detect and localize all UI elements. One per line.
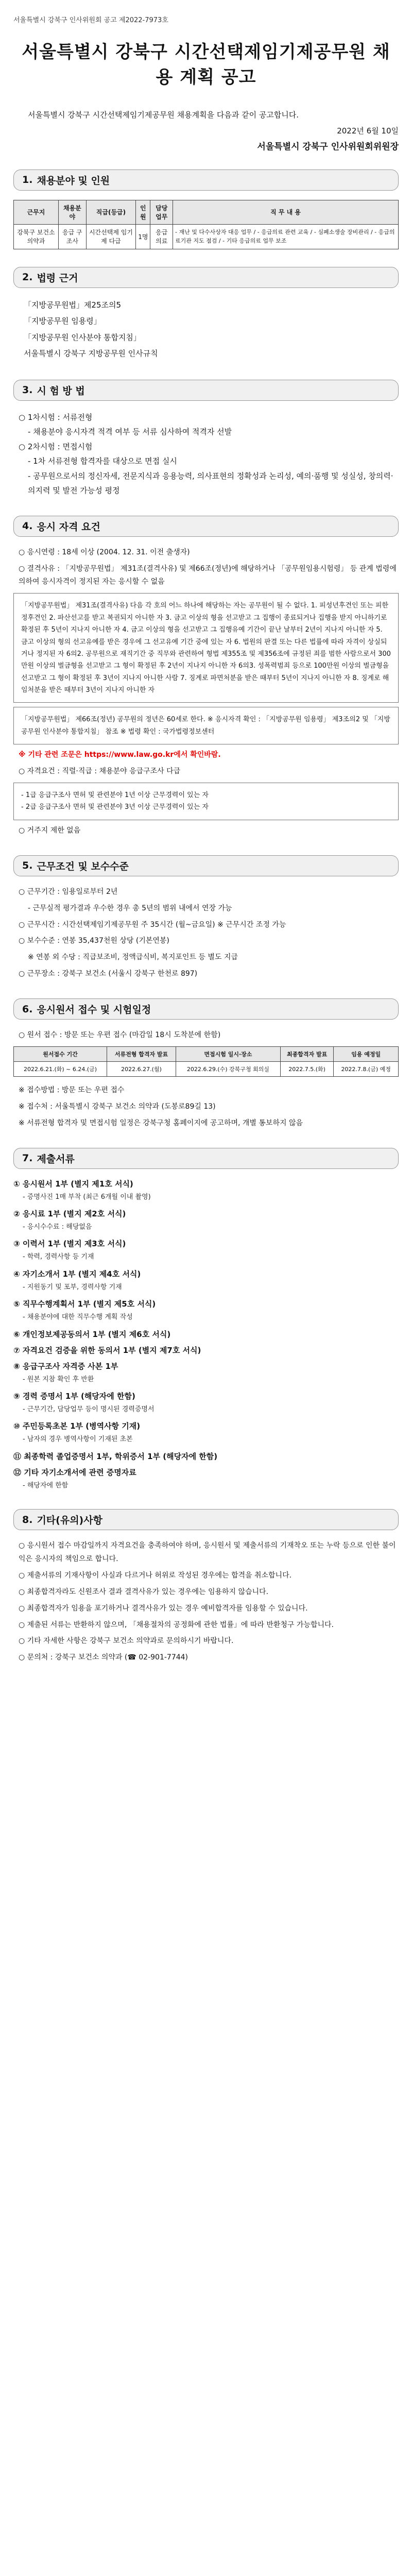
doc-item: ⑧ 응급구조사 자격증 사본 1부 (13, 1361, 118, 1371)
doc-item-detail: - 지원동기 및 포부, 경력사항 기재 (23, 1283, 122, 1291)
notice-date: 2022년 6월 10일 (337, 126, 399, 135)
law-item: 「지방공무원법」제25조의5 (24, 300, 122, 310)
doc-item: ① 응시원서 1부 (별지 제1호 서식) (13, 1179, 133, 1189)
section-1-heading (13, 170, 399, 191)
section-title: 기타(유의)사항 (37, 1515, 102, 1527)
cell-field: 응급 구조사 (58, 224, 86, 249)
sched-note: ○ 원서 접수 : 방문 또는 우편 접수 (마감일 18시 도착분에 한함) (19, 1031, 221, 1040)
doc-item: ⑥ 개인정보제공동의서 1부 (별지 제6호 서식) (13, 1329, 171, 1339)
doc-item-detail: - 증명사진 1매 부착 (최근 6개월 이내 촬영) (23, 1193, 151, 1201)
section-title: 근무조건 및 보수수준 (37, 860, 129, 872)
col-header: 직 무 내 용 (173, 200, 399, 224)
section-number: 2. (22, 272, 33, 283)
law-item: 서울특별시 강북구 지방공무원 인사규칙 (24, 349, 158, 359)
exam-step-detail: - 채용분야 응시자격 적격 여부 등 서류 심사하여 적격자 선발 (28, 427, 232, 437)
doc-item: ⑪ 최종학력 졸업증명서 1부, 학위증서 1부 (해당자에 한함) (13, 1451, 218, 1461)
schedule-table (13, 1046, 399, 1077)
work-item: ○ 근무기간 : 임용일로부터 2년 (19, 887, 118, 896)
exam-step: ○ 1차시험 : 서류전형 (19, 412, 93, 422)
law-box-text: 「지방공무원법」 제31조(결격사유) 다음 각 호의 어느 하나에 해당하는 자는 공무원이 될 수 없다. 1. 피성년후견인 또는 피한정후견인 2. 파산선고를 받고 복권되지 아니한 자 3. 금고 이상의 형을 선고받고 그 집행이 종료되거나 집행을 받지 아니하기로 확정된 후 5년이 지나지 아니한 자 4. 금고 이상의 형을 선고받고 그 집행유예 기간이 끝난 날부터 2년이 지나지 아니한 자 5. 금고 이상의 형의 선고유예를 받은 경우에 그 선고유예 기간 중에 있는 자 6. 법원의 판결 또는 다른 법률에 따라 자격이 상실되거나 정지된 자 6의2. 공무원으로 재직기간 중 직무와 관련하여 형법 제355조 및 제356조에 규정된 죄를 범한 사람으로서 300만원 이상의 벌금형을 선고받고 그 형이 확정된 후 2년이 지나지 아니한 자 6의3. 성폭력범죄 등으로 100만원 이상의 벌금형을 선고받고 그 형이 확정된 후 3년이 지나지 아니한 사람 7. 징계로 파면처분을 받은 때부터 5년이 지나지 아니한 자 8. 징계로 해임처분을 받은 때부터 3년이 지나지 아니한 자 (21, 602, 391, 694)
qual-item: ○ 응시연령 : 18세 이상 (2004. 12. 31. 이전 출생자) (19, 548, 190, 556)
cell-grade: 시간선택제 임기제 다급 (86, 224, 135, 249)
doc-item: ⑩ 주민등록초본 1부 (병역사항 기재) (13, 1421, 141, 1431)
law-site-note: ※ 기타 관련 조문은 https://www.law.go.kr에서 확인바람. (19, 751, 221, 759)
law-item: 「지방공무원 임용령」 (24, 316, 101, 326)
doc-item-detail: - 채용분야에 대한 직무수행 계획 작성 (23, 1313, 133, 1321)
table-cell: 2022.7.5.(화) (280, 1061, 333, 1076)
section-8-heading (13, 1509, 399, 1530)
sched-note: ※ 접수방법 : 방문 또는 우편 접수 (19, 1086, 125, 1094)
law-box (13, 593, 399, 703)
qual-item: ○ 결격사유 : 「지방공무원법」 제31조(결격사유) 및 제66조(정년)에 해당하거나 「공무원임용시험령」 등 관계 법령에 의하여 응시자격이 정지된 자는 응시할 수 없음 (19, 564, 397, 586)
etc-item: ○ 응시원서 접수 마감일까지 자격요건을 충족하여야 하며, 응시원서 및 제출서류의 기재착오 또는 누락 등으로 인한 불이익은 응시자의 책임으로 합니다. (19, 1541, 396, 1564)
doc-item-detail: - 원본 지참 확인 후 반환 (23, 1375, 94, 1383)
table-cell: 2022.6.29.(수) 강북구청 회의실 (176, 1061, 280, 1076)
qual-item: ○ 거주지 제한 없음 (19, 826, 81, 835)
page-title: 서울특별시 강북구 시간선택제임기제공무원 채용 계획 공고 (22, 42, 390, 88)
section-title: 제출서류 (37, 1153, 75, 1165)
cell-place: 강북구 보건소 의약과 (14, 224, 59, 249)
intro-text: 서울특별시 강북구 시간선택제임기제공무원 채용계획을 다음과 같이 공고합니다. (28, 110, 299, 120)
doc-item: ⑫ 기타 자기소개서에 관련 증명자료 (13, 1467, 136, 1477)
exam-step: ○ 2차시험 : 면접시험 (19, 442, 93, 451)
col-header: 근무지 (14, 200, 59, 224)
etc-item: ○ 제출서류의 기재사항이 사실과 다르거나 허위로 작성된 경우에는 합격을 취소합니다. (19, 1571, 292, 1580)
etc-item: ○ 기타 자세한 사항은 강북구 보건소 의약과로 문의하시기 바랍니다. (19, 1637, 234, 1646)
etc-item: ○ 최종합격자라도 신원조사 결과 결격사유가 있는 경우에는 임용하지 않습니다. (19, 1587, 269, 1596)
col-header: 원서접수 기간 (14, 1046, 107, 1061)
section-number: 1. (22, 174, 33, 185)
section-number: 7. (22, 1153, 33, 1164)
col-header: 담당업무 (150, 200, 173, 224)
etc-item: ○ 최종합격자가 임용을 포기하거나 결격사유가 있는 경우 예비합격자를 임용할 수 있습니다. (19, 1604, 308, 1613)
table-cell: 2022.7.8.(금) 예정 (334, 1061, 399, 1076)
col-header: 직급(등급) (86, 200, 135, 224)
section-7-heading (13, 1148, 399, 1169)
work-detail: ※ 연봉 외 수당 : 직급보조비, 정액급식비, 복지포인트 등 별도 지급 (28, 953, 238, 962)
doc-list (13, 1178, 399, 1492)
law-item: 「지방공무원 인사분야 통합지침」 (24, 332, 141, 342)
exam-step-detail: - 공무원으로서의 정신자세, 전문지식과 응용능력, 의사표현의 정확성과 논리성, 예의·품행 및 성실성, 창의력·의지력 및 발전 가능성 평정 (28, 471, 393, 496)
section-number: 4. (22, 520, 33, 532)
section-title: 응시 자격 요건 (37, 521, 100, 533)
sched-note: ※ 접수처 : 서울특별시 강북구 보건소 의약과 (도봉로89길 13) (19, 1102, 216, 1111)
col-header: 서류전형 합격자 발표 (107, 1046, 176, 1061)
work-item: ○ 보수수준 : 연봉 35,437천원 상당 (기본연봉) (19, 937, 169, 945)
law-box (13, 707, 399, 744)
doc-item: ⑨ 경력 증명서 1부 (해당자에 한함) (13, 1391, 135, 1401)
section-5-heading (13, 855, 399, 876)
section-title: 응시원서 접수 및 시험일정 (37, 1004, 151, 1016)
cell-task: 응급의료 (150, 224, 173, 249)
section-number: 8. (22, 1514, 33, 1526)
section-number: 5. (22, 860, 33, 872)
law-list (13, 297, 399, 362)
col-header: 면접시험 일시·장소 (176, 1046, 280, 1061)
work-detail: - 근무실적 평가결과 우수한 경우 총 5년의 범위 내에서 연장 가능 (28, 904, 232, 912)
notice-number: 서울특별시 강북구 인사위원회 공고 제2022-7973호 (13, 16, 168, 24)
issuer: 서울특별시 강북구 인사위원회위원장 (257, 141, 399, 152)
table-cell: 2022.6.21.(화) ~ 6.24.(금) (14, 1061, 107, 1076)
contact-info: ○ 문의처 : 강북구 보건소 의약과 (☎ 02-901-7744) (19, 1653, 188, 1662)
work-item: ○ 근무장소 : 강북구 보건소 (서울시 강북구 한천로 897) (19, 970, 198, 978)
doc-item-detail: - 근무기간, 담당업무 등이 명시된 경력증명서 (23, 1405, 154, 1413)
section-title: 시 험 방 법 (37, 385, 85, 397)
cell-count: 1명 (136, 224, 150, 249)
section-title: 법령 근거 (37, 272, 78, 284)
qual-detail: - 1급 응급구조사 면허 및 관련분야 1년 이상 근무경력이 있는 자 (21, 791, 209, 800)
qual-item: ○ 자격요건 : 직렬·직급 : 채용분야 응급구조사 다급 (19, 767, 181, 776)
work-item: ○ 근무시간 : 시간선택제임기제공무원 주 35시간 (월~금요일) ※ 근무시간 조정 가능 (19, 920, 286, 929)
doc-item: ② 응시료 1부 (별지 제2호 서식) (13, 1209, 126, 1219)
col-header: 채용분야 (58, 200, 86, 224)
doc-item: ③ 이력서 1부 (별지 제3호 서식) (13, 1239, 126, 1249)
exam-step-detail: - 1차 서류전형 합격자를 대상으로 면접 실시 (28, 456, 177, 466)
doc-item-detail: - 학력, 경력사항 등 기재 (23, 1253, 94, 1261)
doc-item: ⑤ 직무수행계획서 1부 (별지 제5호 서식) (13, 1299, 156, 1309)
table-cell: 2022.6.27.(월) (107, 1061, 176, 1076)
doc-item-detail: - 남자의 경우 병역사항이 기재된 초본 (23, 1435, 133, 1444)
section-6-heading (13, 998, 399, 1020)
section-3-heading (13, 380, 399, 401)
table-row (14, 224, 399, 249)
section-number: 6. (22, 1003, 33, 1015)
sched-note: ※ 서류전형 합격자 및 면접시험 일정은 강북구청 홈페이지에 공고하며, 개별 통보하지 않음 (19, 1118, 303, 1127)
law-box-text: 「지방공무원법」 제66조(정년) 공무원의 정년은 60세로 한다. ※ 응시자격 확인 : 「지방공무원 임용령」 제3조의2 및 「지방공무원 인사분야 통합지침」 참조 ※ 법령 확인 : 국가법령정보센터 (21, 716, 390, 736)
section-4-heading (13, 516, 399, 537)
qual-detail: - 2급 응급구조사 면허 및 관련분야 3년 이상 근무경력이 있는 자 (21, 803, 209, 811)
etc-list (13, 1539, 399, 1648)
doc-item-detail: - 해당자에 한함 (23, 1481, 68, 1489)
col-header: 인원 (136, 200, 150, 224)
table-row (14, 1061, 399, 1076)
doc-item-detail: - 응시수수료 : 해당없음 (23, 1223, 92, 1231)
section-2-heading (13, 267, 399, 288)
section-title: 채용분야 및 인원 (37, 175, 110, 187)
col-header: 임용 예정일 (334, 1046, 399, 1061)
etc-item: ○ 제출된 서류는 반환하지 않으며, 「채용절차의 공정화에 관한 법률」에 따라 반환청구 가능합니다. (19, 1620, 334, 1629)
qual-box (13, 783, 399, 820)
recruit-table (13, 200, 399, 249)
doc-item: ④ 자기소개서 1부 (별지 제4호 서식) (13, 1269, 141, 1279)
col-header: 최종합격자 발표 (280, 1046, 333, 1061)
cell-duty: - 재난 및 다수사상자 대응 업무 / - 응급의료 관련 교육 / - 심폐소생술 장비관리 / - 응급의료기관 지도 점검 / - 기타 응급의료 업무 보조 (173, 224, 399, 249)
exam-method (13, 410, 399, 498)
section-number: 3. (22, 384, 33, 396)
doc-item: ⑦ 자격요건 검증을 위한 동의서 1부 (별지 제7호 서식) (13, 1345, 201, 1355)
